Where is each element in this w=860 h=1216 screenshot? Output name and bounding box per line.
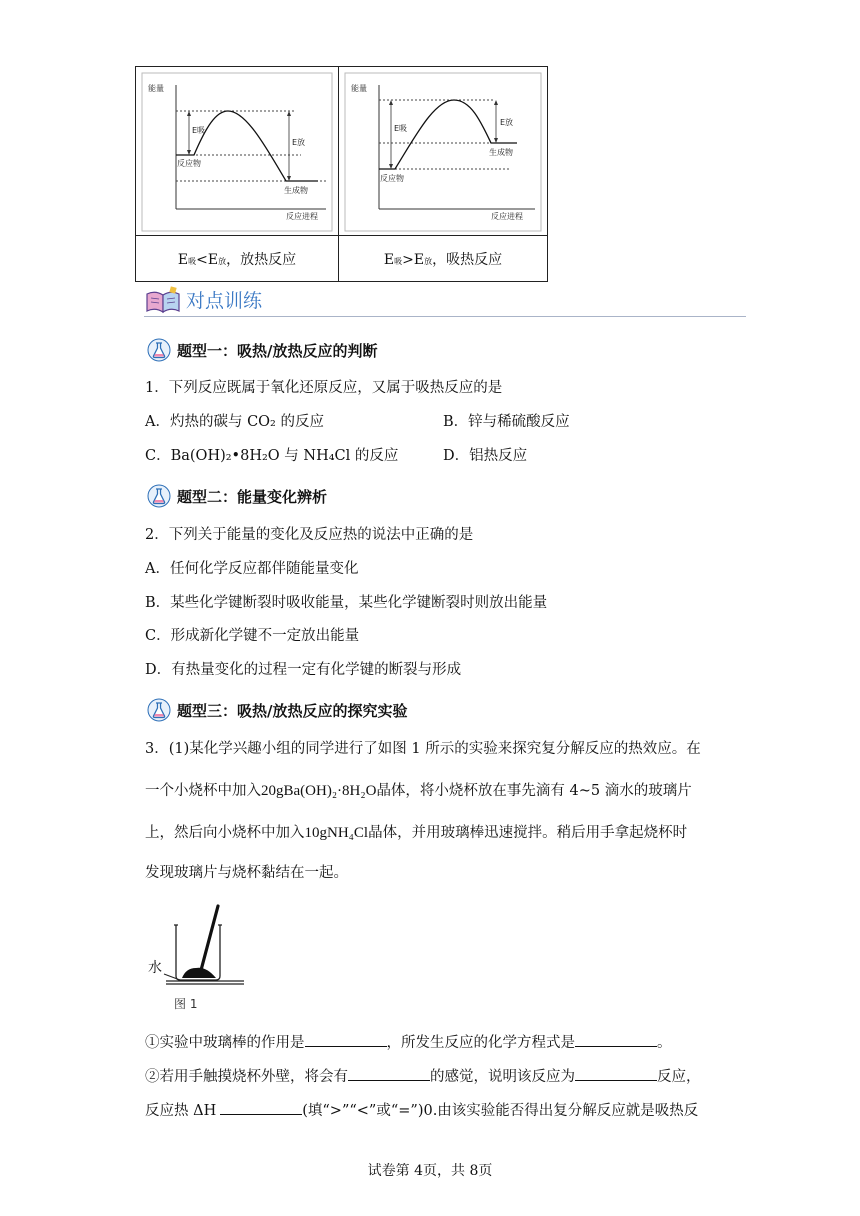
section-title: 对点训练 bbox=[186, 290, 263, 312]
q3-sub-2: ②若用手触摸烧杯外壁，将会有 的感觉，说明该反应为 反应， bbox=[145, 1066, 701, 1087]
q3-line-3: 上，然后向小烧杯中加入10gNH₄Cl晶体，并用玻璃棒迅速搅拌。稍后用手拿起烧杯时 bbox=[145, 825, 688, 841]
question-type-1-title: 题型一：吸热/放热反应的判断 bbox=[177, 341, 378, 360]
left-y-axis-label: 能量 bbox=[148, 84, 164, 93]
right-x-axis-label: 反应进程 bbox=[491, 212, 523, 221]
q3-sub-3: 反应热 ΔH (填“>”“<”或“=”)0.由该实验能否得出复分解反应就是吸热反 bbox=[145, 1100, 698, 1121]
section-rule bbox=[144, 316, 746, 317]
page-footer: 试卷第 4页，共 8页 bbox=[367, 1163, 493, 1179]
q2-option-d: D．有热量变化的过程一定有化学键的断裂与形成 bbox=[145, 662, 462, 678]
flask-icon bbox=[147, 338, 171, 362]
blank-4-reaction-type[interactable] bbox=[575, 1066, 657, 1081]
q2-stem: 2．下列关于能量的变化及反应热的说法中正确的是 bbox=[145, 527, 474, 543]
right-reactant-label: 反应物 bbox=[380, 174, 404, 183]
left-reactant-label: 反应物 bbox=[177, 159, 201, 168]
q1-option-d: D．铝热反应 bbox=[443, 448, 528, 464]
q3-formula-nh4cl: 10gNH₄Cl bbox=[304, 825, 369, 841]
left-e-absorb-label: E吸 bbox=[192, 126, 206, 135]
question-type-1-heading bbox=[147, 337, 377, 363]
right-caption: E吸>E放，吸热反应 bbox=[383, 252, 503, 268]
exothermic-energy-diagram bbox=[136, 67, 338, 235]
q1-option-a: A．灼热的碳与 CO₂ 的反应 bbox=[145, 414, 324, 430]
q3-line-4: 发现玻璃片与烧杯黏结在一起。 bbox=[145, 865, 348, 881]
blank-1-glass-rod-role[interactable] bbox=[305, 1032, 387, 1047]
question-type-3-heading bbox=[147, 697, 407, 723]
q1-option-b: B．锌与稀硫酸反应 bbox=[443, 414, 570, 430]
endothermic-energy-diagram bbox=[339, 67, 547, 235]
open-book-icon bbox=[144, 286, 182, 316]
blank-5-delta-h-sign[interactable] bbox=[220, 1100, 302, 1115]
right-y-axis-label: 能量 bbox=[351, 84, 367, 93]
table-horizontal-divider bbox=[136, 235, 547, 236]
right-e-absorb-label: E吸 bbox=[394, 124, 408, 133]
left-caption: E吸<E放，放热反应 bbox=[177, 252, 297, 268]
question-type-2-heading bbox=[147, 483, 327, 509]
q3-formula-baoh2: 20gBa(OH)₂·8H₂O bbox=[261, 783, 377, 799]
section-header bbox=[144, 284, 746, 320]
figure-1-caption: 图 1 bbox=[174, 997, 198, 1011]
q2-option-c: C．形成新化学键不一定放出能量 bbox=[145, 628, 360, 644]
blank-2-equation[interactable] bbox=[575, 1032, 657, 1047]
q2-option-b: B．某些化学键断裂时吸收能量，某些化学键断裂时则放出能量 bbox=[145, 595, 548, 611]
flask-icon bbox=[147, 698, 171, 722]
figure-1-beaker bbox=[144, 900, 254, 1015]
flask-icon bbox=[147, 484, 171, 508]
q3-line-1: 3．(1)某化学兴趣小组的同学进行了如图 1 所示的实验来探究复分解反应的热效应。在 bbox=[145, 741, 701, 757]
energy-diagram-table bbox=[135, 66, 548, 282]
figure-1-water-label: 水 bbox=[148, 960, 162, 976]
q1-stem: 1．下列反应既属于氧化还原反应，又属于吸热反应的是 bbox=[145, 380, 503, 396]
left-product-label: 生成物 bbox=[284, 186, 308, 195]
question-type-3-title: 题型三：吸热/放热反应的探究实验 bbox=[177, 701, 408, 720]
q2-option-a: A．任何化学反应都伴随能量变化 bbox=[145, 561, 359, 577]
q3-line-2: 一个小烧杯中加入20gBa(OH)₂·8H₂O晶体，将小烧杯放在事先滴有 4~5 滴水的玻璃片 bbox=[145, 783, 692, 799]
q3-sub-1: ①实验中玻璃棒的作用是 ，所发生反应的化学方程式是 。 bbox=[145, 1032, 672, 1053]
q1-option-c: C．Ba(OH)₂•8H₂O 与 NH₄Cl 的反应 bbox=[145, 448, 399, 464]
right-product-label: 生成物 bbox=[489, 148, 513, 157]
left-e-release-label: E放 bbox=[292, 138, 306, 147]
right-e-release-label: E放 bbox=[500, 118, 514, 127]
blank-3-feeling[interactable] bbox=[348, 1066, 430, 1081]
left-x-axis-label: 反应进程 bbox=[286, 212, 318, 221]
question-type-2-title: 题型二：能量变化辨析 bbox=[177, 487, 328, 506]
